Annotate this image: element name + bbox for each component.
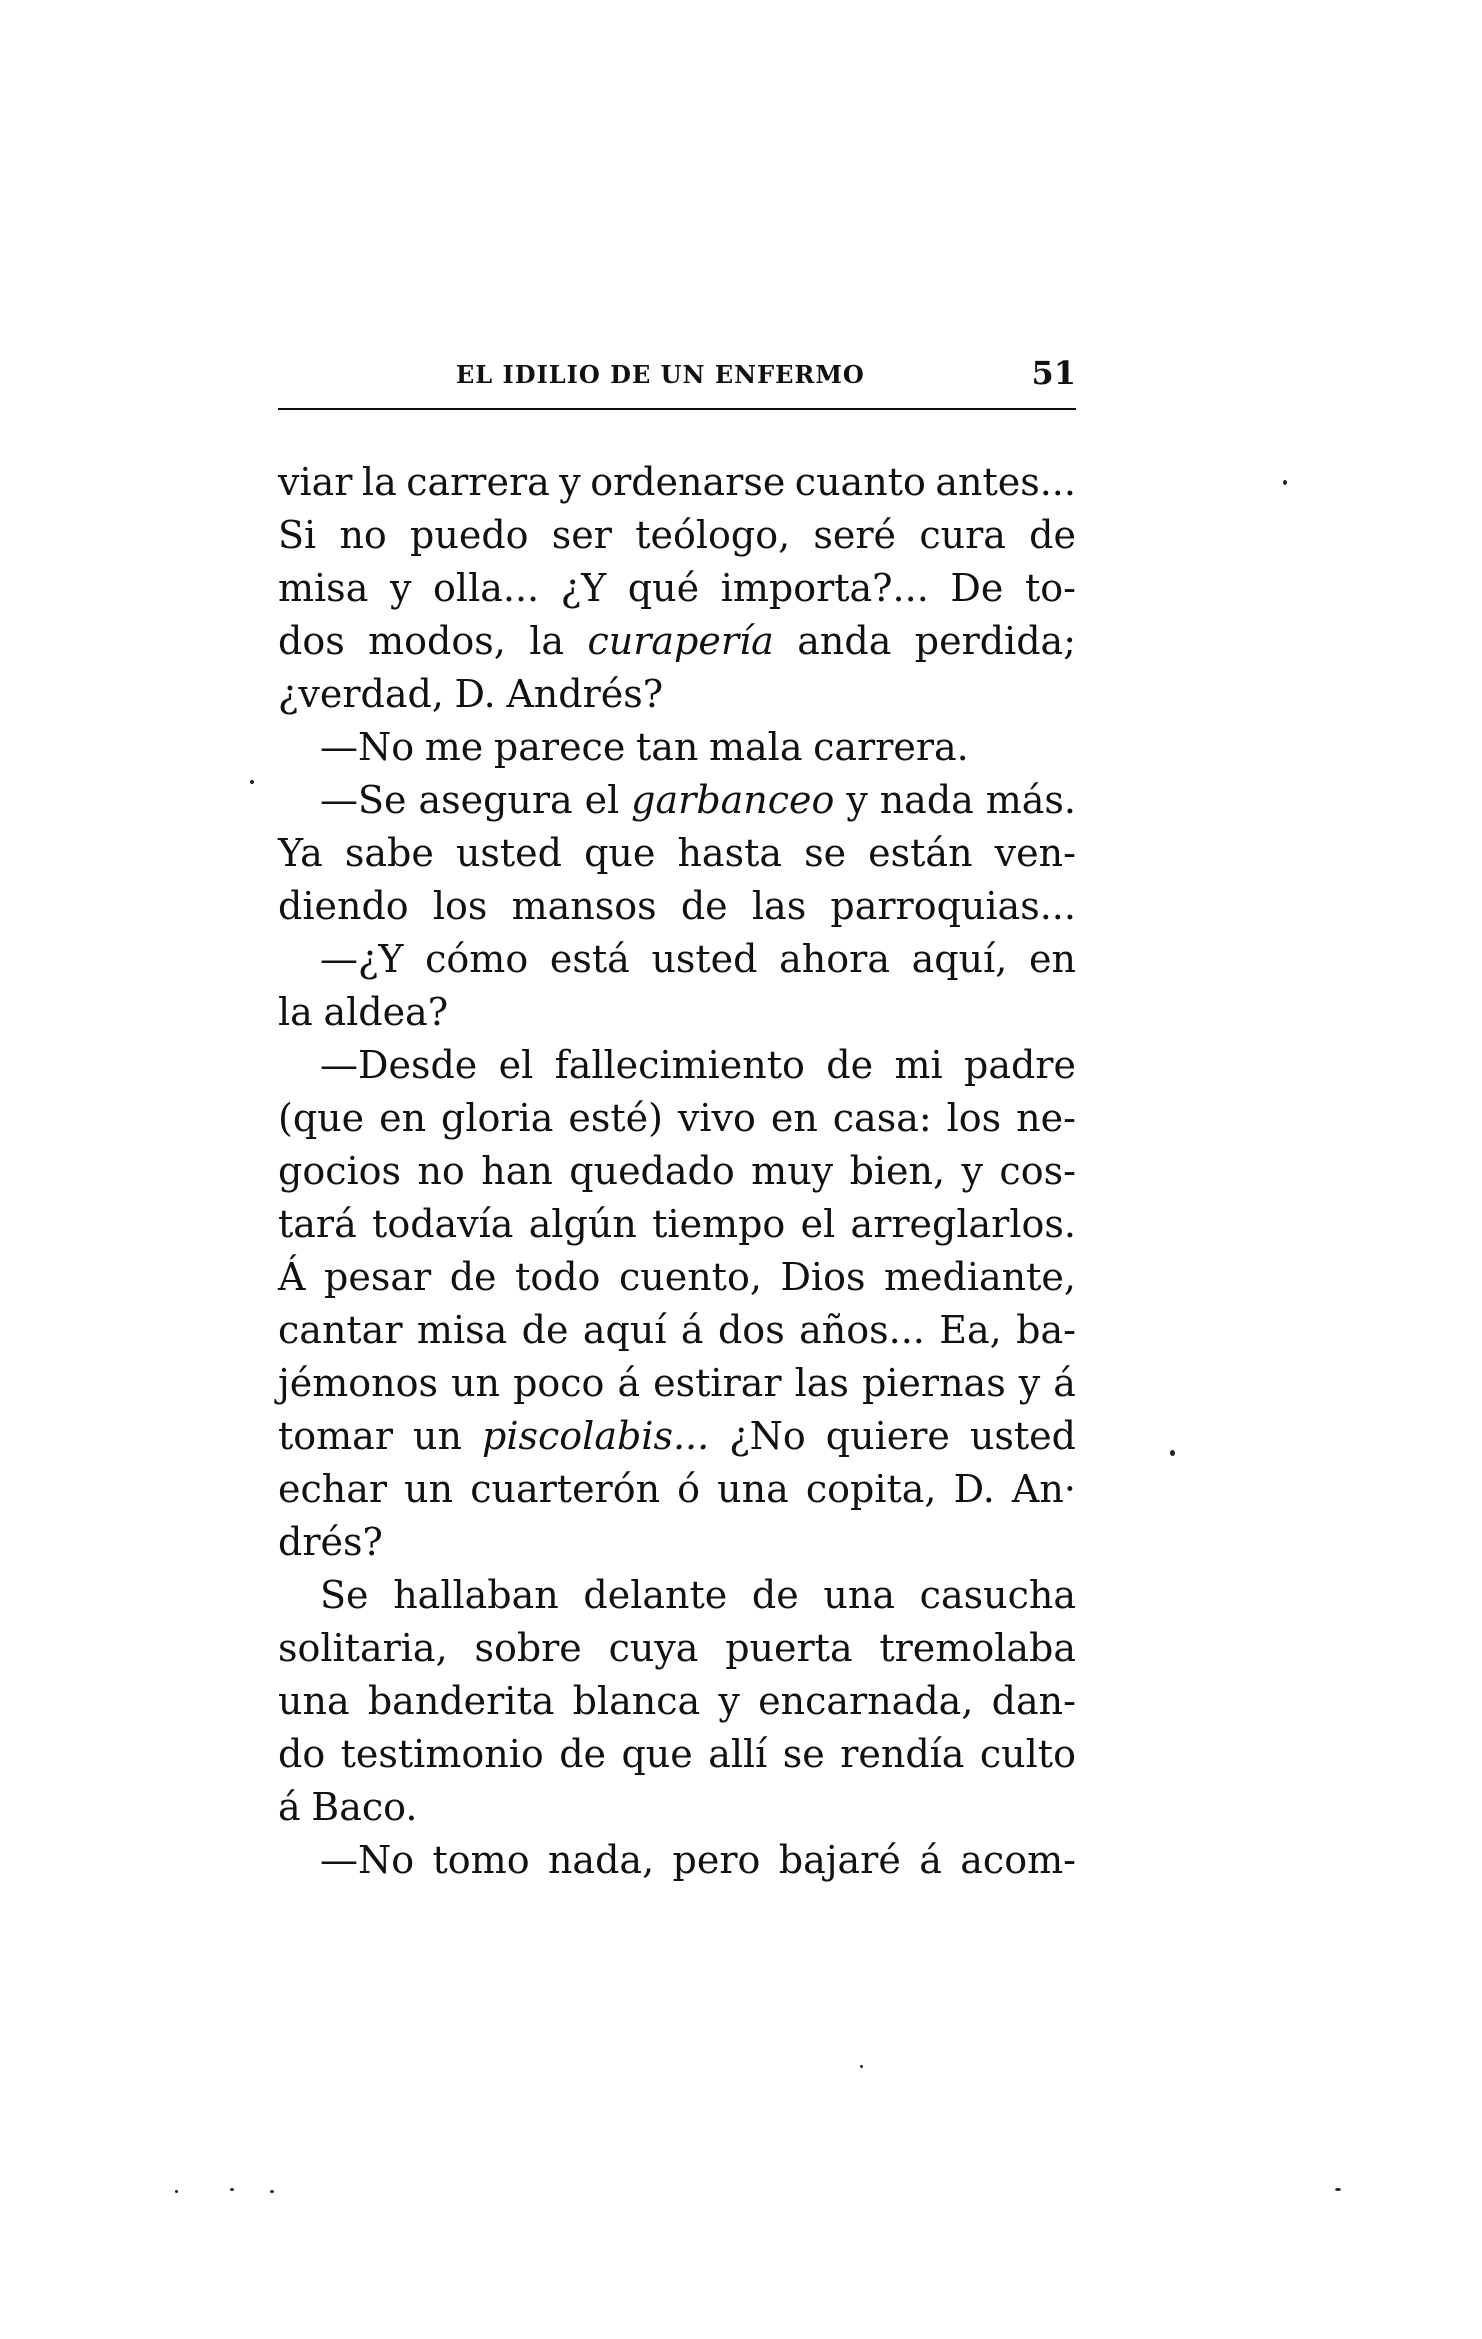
word: el: [584, 778, 620, 822]
word: ba-: [1016, 1308, 1076, 1352]
word: no: [417, 1149, 465, 1193]
italic-word: curapería: [587, 619, 774, 663]
word: mi: [894, 1043, 943, 1087]
word: todavía: [372, 1202, 514, 1246]
page-header: [278, 352, 1076, 404]
line-content: [278, 1092, 1076, 1145]
word: puedo: [410, 513, 529, 557]
word: la: [361, 460, 397, 504]
text-line: [278, 1728, 1076, 1781]
word: cantar: [278, 1308, 403, 1352]
text-line: [278, 933, 1076, 986]
word: bien,: [849, 1149, 946, 1193]
word: han: [481, 1149, 553, 1193]
word: antes...: [935, 460, 1076, 504]
word: nada,: [547, 1838, 655, 1882]
word: to-: [1024, 566, 1076, 610]
line-content: [320, 1039, 1076, 1092]
word: ¿No: [729, 1414, 806, 1458]
word: á: [278, 1785, 301, 1829]
word: cuento,: [618, 1255, 762, 1299]
page-number: 51: [1031, 354, 1076, 392]
word: Dios: [780, 1255, 866, 1299]
word: á: [680, 1308, 704, 1352]
word: esté): [568, 1096, 663, 1140]
word: de: [1029, 513, 1076, 557]
word: á: [617, 1361, 641, 1405]
line-content: [278, 1410, 1076, 1463]
line-content: [278, 1675, 1076, 1728]
word: viar: [278, 460, 353, 504]
text-line: [278, 668, 1076, 721]
word: dos: [717, 1308, 785, 1352]
word: drés?: [278, 1520, 383, 1564]
scan-speck: [1283, 480, 1287, 485]
word: y: [718, 1679, 740, 1723]
word: padre: [964, 1043, 1076, 1087]
word: anda: [797, 619, 892, 663]
word: usted: [969, 1414, 1076, 1458]
word: á: [1053, 1361, 1076, 1405]
word: delante: [583, 1573, 728, 1617]
word: qué: [627, 566, 700, 610]
word: á: [919, 1838, 942, 1882]
scan-speck: [1170, 1450, 1175, 1456]
text-line: [278, 721, 1076, 774]
word: el: [498, 1043, 534, 1087]
word: hallaban: [393, 1573, 559, 1617]
word: que: [584, 831, 656, 875]
word: jémonos: [278, 1361, 439, 1405]
word: tan: [635, 725, 699, 769]
word: do: [278, 1732, 326, 1776]
line-content: [278, 1198, 1076, 1251]
word: sobre: [474, 1626, 582, 1670]
word: tará: [278, 1202, 357, 1246]
word: —Desde: [320, 1043, 478, 1087]
text-line: [278, 509, 1076, 562]
text-line: [278, 1463, 1076, 1516]
word: Á: [278, 1255, 306, 1299]
word: y: [389, 566, 412, 610]
line-content: [278, 827, 1076, 880]
word: blanca: [572, 1679, 701, 1723]
running-title: EL IDILIO DE UN ENFERMO: [456, 360, 865, 389]
word: los: [432, 884, 488, 928]
word: casa:: [832, 1096, 932, 1140]
word: ven-: [994, 831, 1076, 875]
word: testimonio: [340, 1732, 544, 1776]
word: cuya: [608, 1626, 699, 1670]
word: D.: [953, 1467, 995, 1511]
word: perdida;: [914, 619, 1076, 663]
text-line: [278, 1410, 1076, 1463]
line-content: [278, 1516, 1076, 1569]
line-content: [278, 456, 1076, 509]
word: de: [559, 1732, 607, 1776]
word: cómo: [425, 937, 529, 981]
word: ó: [677, 1467, 701, 1511]
word: Ya: [278, 831, 323, 875]
word: cuarterón: [470, 1467, 661, 1511]
word: que: [621, 1732, 693, 1776]
word: de: [521, 1308, 569, 1352]
word: arreglarlos.: [850, 1202, 1076, 1246]
line-content: [320, 774, 1076, 827]
text-line: [278, 1198, 1076, 1251]
scan-speck: [860, 2065, 863, 2068]
text-line: [278, 1092, 1076, 1145]
word: mediante,: [884, 1255, 1076, 1299]
word: solitaria,: [278, 1626, 448, 1670]
word: D.: [454, 672, 496, 716]
text-line: [278, 1834, 1076, 1887]
word: dan-: [991, 1679, 1076, 1723]
word: aquí,: [911, 937, 1008, 981]
word: encarnada,: [758, 1679, 974, 1723]
word: cuanto: [794, 460, 926, 504]
word: fallecimiento: [554, 1043, 805, 1087]
word: ser: [551, 513, 612, 557]
word: De: [950, 566, 1004, 610]
word: en: [1028, 937, 1076, 981]
word: Se: [320, 1573, 369, 1617]
line-content: [278, 668, 1076, 721]
word: tomar: [278, 1414, 394, 1458]
text-line: [278, 1781, 1076, 1834]
scan-speck: [230, 2188, 234, 2191]
word: poco: [513, 1361, 605, 1405]
word: aldea?: [323, 990, 449, 1034]
text-line: [278, 615, 1076, 668]
word: cos-: [999, 1149, 1076, 1193]
word: mala: [708, 725, 803, 769]
word: casucha: [919, 1573, 1076, 1617]
word: Andrés?: [506, 672, 664, 716]
text-line: [278, 562, 1076, 615]
word: y: [846, 778, 868, 822]
word: ahora: [779, 937, 890, 981]
word: gocios: [278, 1149, 402, 1193]
word: banderita: [367, 1679, 555, 1723]
text-line: [278, 1516, 1076, 1569]
text-line: [278, 1251, 1076, 1304]
word: el: [800, 1202, 836, 1246]
word: nada: [879, 778, 974, 822]
word: seré: [813, 513, 897, 557]
word: pero: [672, 1838, 761, 1882]
word: —Se: [320, 778, 407, 822]
word: estirar: [653, 1361, 782, 1405]
word: de: [826, 1043, 874, 1087]
word: sabe: [344, 831, 434, 875]
word: carrera: [406, 460, 550, 504]
word: las: [794, 1361, 849, 1405]
word: hasta: [677, 831, 783, 875]
word: años...: [799, 1308, 925, 1352]
word: y: [1018, 1361, 1041, 1405]
line-content: [278, 615, 1076, 668]
word: un: [451, 1361, 501, 1405]
word: puerta: [725, 1626, 853, 1670]
word: tiempo: [652, 1202, 786, 1246]
word: copita,: [805, 1467, 937, 1511]
scan-speck: [1335, 2188, 1341, 2191]
word: allí: [708, 1732, 768, 1776]
word: quiere: [825, 1414, 950, 1458]
word: quedado: [569, 1149, 735, 1193]
line-content: [320, 1834, 1076, 1887]
word: mansos: [511, 884, 657, 928]
word: dos: [278, 619, 345, 663]
text-line: [278, 1304, 1076, 1357]
word: bajaré: [778, 1838, 901, 1882]
word: se: [804, 831, 847, 875]
word: ¿verdad,: [278, 672, 444, 716]
text-line: [278, 1675, 1076, 1728]
line-content: [278, 1622, 1076, 1675]
text-line: [278, 1039, 1076, 1092]
line-content: [278, 1781, 1076, 1834]
line-content: [278, 880, 1076, 933]
word: tomo: [432, 1838, 530, 1882]
line-content: [278, 1728, 1076, 1781]
word: ne-: [1016, 1096, 1076, 1140]
word: ordenarse: [590, 460, 786, 504]
word: cura: [919, 513, 1006, 557]
word: misa: [278, 566, 369, 610]
word: parece: [493, 725, 626, 769]
text-line: [278, 880, 1076, 933]
word: están: [868, 831, 973, 875]
line-content: [278, 509, 1076, 562]
line-content: [278, 1357, 1076, 1410]
word: An·: [1011, 1467, 1076, 1511]
word: usted: [651, 937, 758, 981]
word: —No: [320, 725, 415, 769]
word: la: [529, 619, 565, 663]
text-line: [278, 1569, 1076, 1622]
word: de: [751, 1573, 799, 1617]
word: la: [278, 990, 313, 1034]
word: echar: [278, 1467, 388, 1511]
word: teólogo,: [635, 513, 791, 557]
word: misa: [416, 1308, 508, 1352]
word: está: [549, 937, 630, 981]
text-line: [278, 1622, 1076, 1675]
line-content: [320, 933, 1076, 986]
word: tremolaba: [879, 1626, 1076, 1670]
word: olla...: [433, 566, 540, 610]
word: rendía: [840, 1732, 965, 1776]
italic-word: garbanceo: [631, 778, 835, 822]
word: las: [751, 884, 807, 928]
word: acom-: [960, 1838, 1076, 1882]
word: culto: [979, 1732, 1076, 1776]
line-content: [278, 1145, 1076, 1198]
word: —No: [320, 1838, 415, 1882]
word: de: [449, 1255, 497, 1299]
word: y: [559, 460, 581, 504]
text-line: [278, 1357, 1076, 1410]
word: un: [404, 1467, 454, 1511]
scan-speck: [175, 2190, 178, 2193]
line-content: [278, 986, 1076, 1039]
word: de: [680, 884, 728, 928]
word: vivo: [677, 1096, 756, 1140]
text-line: [278, 986, 1076, 1039]
line-content: [278, 1304, 1076, 1357]
word: algún: [528, 1202, 637, 1246]
word: todo: [515, 1255, 601, 1299]
scan-speck: [270, 2190, 274, 2193]
header-rule: [278, 408, 1076, 410]
text-line: [278, 774, 1076, 827]
line-content: [320, 1569, 1076, 1622]
word: ¿Y: [560, 566, 607, 610]
line-content: [320, 721, 1076, 774]
word: y: [961, 1149, 983, 1193]
text-line: [278, 1145, 1076, 1198]
word: más.: [985, 778, 1076, 822]
word: diendo: [278, 884, 409, 928]
word: se: [782, 1732, 825, 1776]
word: aquí: [582, 1308, 667, 1352]
word: los: [946, 1096, 1002, 1140]
word: una: [823, 1573, 895, 1617]
word: modos,: [368, 619, 506, 663]
word: pesar: [324, 1255, 432, 1299]
word: Si: [278, 513, 317, 557]
line-content: [278, 562, 1076, 615]
word: una: [717, 1467, 789, 1511]
text-line: [278, 827, 1076, 880]
word: (que: [278, 1096, 365, 1140]
word: una: [278, 1679, 350, 1723]
word: carrera.: [813, 725, 969, 769]
word: asegura: [418, 778, 573, 822]
body-text: [278, 456, 1076, 1887]
word: no: [339, 513, 387, 557]
word: Ea,: [939, 1308, 1002, 1352]
word: Baco.: [311, 1785, 418, 1829]
word: parroquias...: [830, 884, 1076, 928]
word: me: [424, 725, 484, 769]
scan-speck: [250, 780, 254, 784]
word: gloria: [441, 1096, 554, 1140]
italic-word: piscolabis...: [482, 1414, 710, 1458]
word: en: [770, 1096, 818, 1140]
word: muy: [751, 1149, 834, 1193]
word: importa?...: [720, 566, 929, 610]
word: usted: [455, 831, 562, 875]
word: un: [413, 1414, 462, 1458]
line-content: [278, 1463, 1076, 1516]
word: en: [379, 1096, 427, 1140]
word: piernas: [861, 1361, 1006, 1405]
text-line: [278, 456, 1076, 509]
line-content: [278, 1251, 1076, 1304]
word: —¿Y: [320, 937, 404, 981]
